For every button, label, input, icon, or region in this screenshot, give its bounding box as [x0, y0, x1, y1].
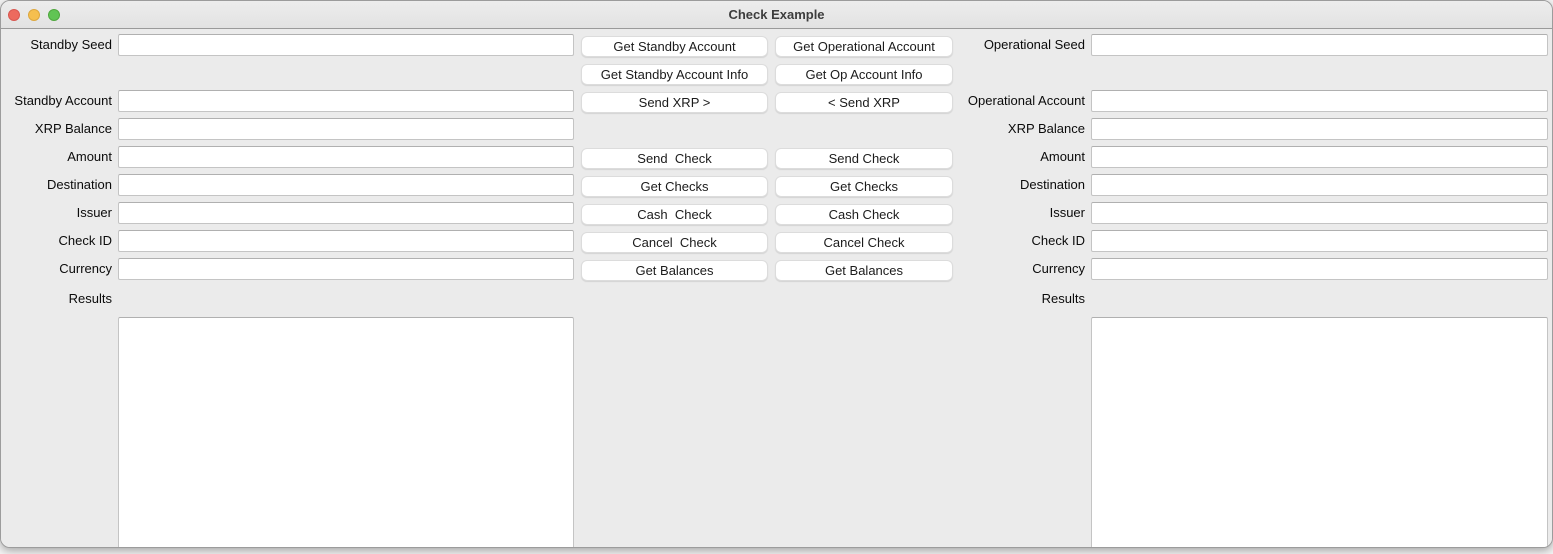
operational-issuer-input[interactable] — [1091, 202, 1548, 224]
standby-amount-label: Amount — [67, 149, 112, 164]
operational-seed-input[interactable] — [1091, 34, 1548, 56]
operational-currency-input[interactable] — [1091, 258, 1548, 280]
standby-xrp-balance-input[interactable] — [118, 118, 574, 140]
standby-amount-input[interactable] — [118, 146, 574, 168]
get-standby-account-button[interactable]: Get Standby Account — [581, 36, 768, 57]
standby-seed-label: Standby Seed — [30, 37, 112, 52]
window-title: Check Example — [728, 7, 825, 22]
send-xrp-right-button[interactable]: Send XRP > — [581, 92, 768, 113]
standby-account-label: Standby Account — [14, 93, 112, 108]
title-bar[interactable] — [1, 1, 1552, 29]
operational-destination-label: Destination — [1019, 177, 1085, 192]
standby-check-id-input[interactable] — [118, 230, 574, 252]
standby-results-area[interactable] — [118, 317, 574, 548]
send-xrp-left-button[interactable]: < Send XRP — [775, 92, 953, 113]
standby-currency-label: Currency — [59, 261, 112, 276]
standby-account-input[interactable] — [118, 90, 574, 112]
standby-get-balances-button[interactable]: Get Balances — [581, 260, 768, 281]
standby-cash-check-button[interactable]: Cash Check — [581, 204, 768, 225]
standby-destination-label: Destination — [46, 177, 112, 192]
standby-issuer-label: Issuer — [76, 205, 112, 220]
operational-xrp-balance-label: XRP Balance — [1007, 121, 1085, 136]
standby-results-label: Results — [68, 291, 112, 306]
get-standby-account-info-button[interactable]: Get Standby Account Info — [581, 64, 768, 85]
standby-issuer-input[interactable] — [118, 202, 574, 224]
get-operational-account-button[interactable]: Get Operational Account — [775, 36, 953, 57]
standby-cancel-check-button[interactable]: Cancel Check — [581, 232, 768, 253]
operational-check-id-input[interactable] — [1091, 230, 1548, 252]
operational-account-label: Operational Account — [967, 93, 1085, 108]
standby-get-checks-button[interactable]: Get Checks — [581, 176, 768, 197]
operational-seed-label: Operational Seed — [983, 37, 1085, 52]
standby-send-check-button[interactable]: Send Check — [581, 148, 768, 169]
operational-account-input[interactable] — [1091, 90, 1548, 112]
op-get-balances-button[interactable]: Get Balances — [775, 260, 953, 281]
operational-results-label: Results — [1041, 291, 1085, 306]
operational-results-area[interactable] — [1091, 317, 1548, 548]
standby-destination-input[interactable] — [118, 174, 574, 196]
operational-xrp-balance-input[interactable] — [1091, 118, 1548, 140]
operational-amount-input[interactable] — [1091, 146, 1548, 168]
get-op-account-info-button[interactable]: Get Op Account Info — [775, 64, 953, 85]
operational-issuer-label: Issuer — [1049, 205, 1085, 220]
standby-xrp-balance-label: XRP Balance — [34, 121, 112, 136]
standby-check-id-label: Check ID — [58, 233, 112, 248]
op-cancel-check-button[interactable]: Cancel Check — [775, 232, 953, 253]
standby-seed-input[interactable] — [118, 34, 574, 56]
operational-amount-label: Amount — [1040, 149, 1085, 164]
op-send-check-button[interactable]: Send Check — [775, 148, 953, 169]
window-content — [1, 30, 1552, 547]
standby-currency-input[interactable] — [118, 258, 574, 280]
operational-currency-label: Currency — [1032, 261, 1085, 276]
operational-check-id-label: Check ID — [1031, 233, 1085, 248]
op-get-checks-button[interactable]: Get Checks — [775, 176, 953, 197]
op-cash-check-button[interactable]: Cash Check — [775, 204, 953, 225]
operational-destination-input[interactable] — [1091, 174, 1548, 196]
